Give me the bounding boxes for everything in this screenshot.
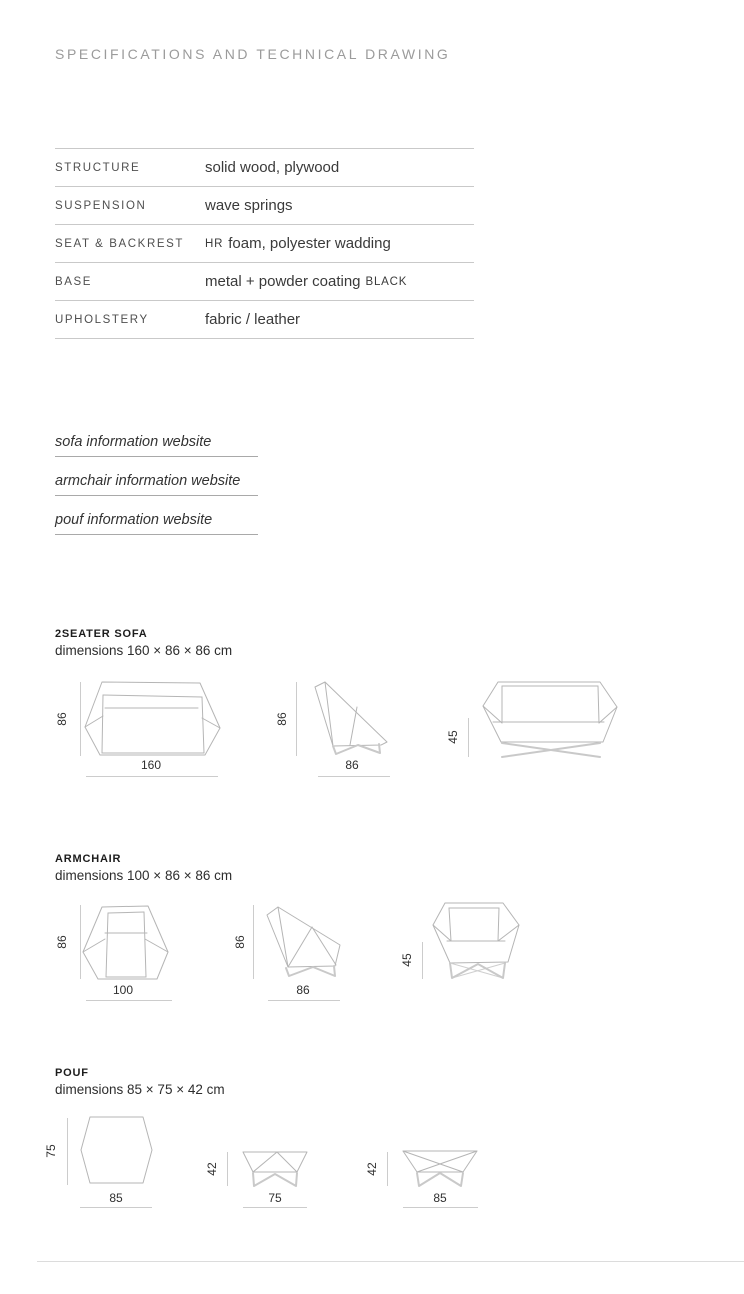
dim-line-horizontal xyxy=(268,1000,340,1001)
sofa-dimensions: dimensions 160 × 86 × 86 cm xyxy=(55,643,233,658)
spec-label: SEAT & BACKREST xyxy=(55,237,185,250)
spec-value: wave springs xyxy=(205,197,293,214)
dim-line-vertical xyxy=(67,1118,68,1185)
height-dim-label: 86 xyxy=(55,935,69,949)
spec-value: fabric / leather xyxy=(205,311,301,328)
spec-label: SUSPENSION xyxy=(55,199,147,212)
spec-row-seat-backrest xyxy=(55,225,474,263)
pouf-side-drawing xyxy=(243,1150,308,1190)
height-dim-label: 42 xyxy=(365,1162,379,1176)
armchair-section-title: ARMCHAIR xyxy=(55,853,122,865)
sofa-front-drawing xyxy=(84,676,224,770)
link-underline xyxy=(55,456,258,457)
dim-line-vertical xyxy=(296,682,297,756)
spec-label: UPHOLSTERY xyxy=(55,313,149,326)
pouf-info-link[interactable]: pouf information website xyxy=(55,512,213,528)
width-dim-label: 160 xyxy=(140,758,162,772)
sofa-section-title: 2SEATER SOFA xyxy=(55,628,148,640)
dim-line-horizontal xyxy=(318,776,390,777)
height-dim-label: 42 xyxy=(205,1162,219,1176)
width-dim-label: 85 xyxy=(109,1191,123,1205)
footer-divider xyxy=(37,1261,744,1262)
height-dim-label: 86 xyxy=(55,712,69,726)
dim-line-vertical xyxy=(387,1152,388,1186)
spec-row-suspension xyxy=(55,187,474,225)
dim-line-horizontal xyxy=(243,1207,307,1208)
dim-line-vertical xyxy=(422,942,423,979)
armchair-dimensions: dimensions 100 × 86 × 86 cm xyxy=(55,868,233,883)
spec-value: metal + powder coating BLACK xyxy=(205,273,408,290)
pouf-dimensions: dimensions 85 × 75 × 42 cm xyxy=(55,1082,225,1097)
dim-line-horizontal xyxy=(86,776,218,777)
pouf-front-drawing xyxy=(402,1150,478,1190)
height-dim-label: 45 xyxy=(400,953,414,967)
spec-value: HR foam, polyester wadding xyxy=(205,235,391,252)
dim-line-vertical xyxy=(80,905,81,979)
dim-line-vertical xyxy=(80,682,81,756)
armchair-side-drawing xyxy=(265,899,345,989)
width-dim-label: 86 xyxy=(345,758,359,772)
sofa-side-drawing xyxy=(312,676,392,762)
sofa-info-link[interactable]: sofa information website xyxy=(55,434,212,450)
height-dim-label: 86 xyxy=(275,712,289,726)
spec-label: STRUCTURE xyxy=(55,161,141,174)
height-dim-label: 45 xyxy=(446,730,460,744)
link-underline xyxy=(55,495,258,496)
width-dim-label: 86 xyxy=(296,983,310,997)
dim-line-vertical xyxy=(253,905,254,979)
width-dim-label: 85 xyxy=(433,1191,447,1205)
dim-line-vertical xyxy=(227,1152,228,1186)
height-dim-label: 86 xyxy=(233,935,247,949)
spec-row-structure xyxy=(55,149,474,187)
spec-row-base xyxy=(55,263,474,301)
spec-value: solid wood, plywood xyxy=(205,159,340,176)
dim-line-horizontal xyxy=(80,1207,152,1208)
link-underline xyxy=(55,534,258,535)
dim-line-vertical xyxy=(468,718,469,757)
page-title: SPECIFICATIONS AND TECHNICAL DRAWING xyxy=(55,46,451,62)
width-dim-label: 100 xyxy=(112,983,134,997)
width-dim-label: 75 xyxy=(268,1191,282,1205)
armchair-perspective-drawing xyxy=(432,899,524,987)
pouf-section-title: POUF xyxy=(55,1067,89,1079)
sofa-perspective-drawing xyxy=(482,676,622,768)
dim-line-horizontal xyxy=(86,1000,172,1001)
armchair-info-link[interactable]: armchair information website xyxy=(55,473,241,489)
spec-table xyxy=(55,148,474,339)
height-dim-label: 75 xyxy=(44,1144,58,1158)
dim-line-horizontal xyxy=(403,1207,478,1208)
spec-row-upholstery xyxy=(55,301,474,339)
pouf-top-drawing xyxy=(80,1113,153,1187)
spec-label: BASE xyxy=(55,275,93,288)
armchair-front-drawing xyxy=(82,899,177,995)
